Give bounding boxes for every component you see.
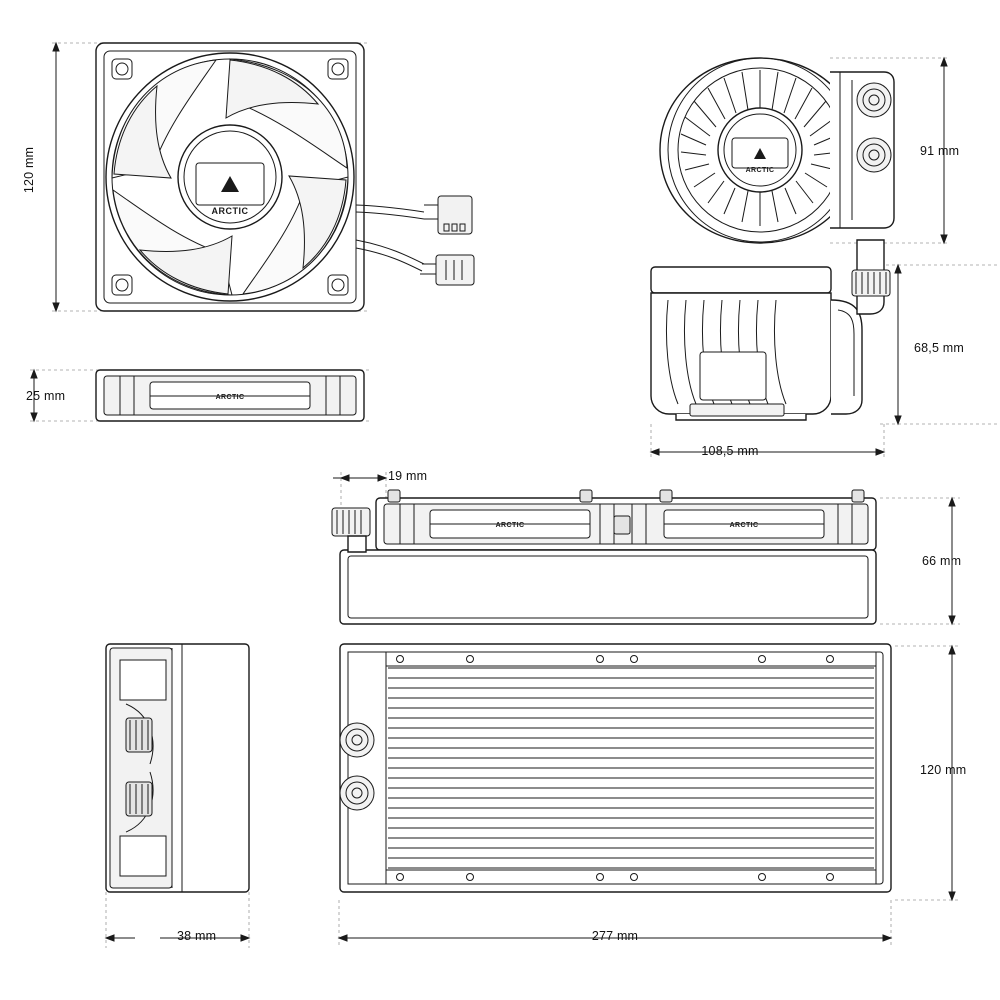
dimension-label-radiator-assembly-height: 66 mm <box>922 554 962 568</box>
view-radiator-front <box>340 644 891 892</box>
radiator-fan1-logo: ARCTIC <box>495 522 525 529</box>
fan-side-logo: ARCTIC <box>215 394 245 401</box>
pump-top-logo: ARCTIC <box>745 167 775 174</box>
dimension-label-radiator-length: 277 mm <box>591 929 639 943</box>
view-pump-front <box>651 240 890 420</box>
dimension-label-radiator-thickness: 38 mm <box>177 929 217 943</box>
view-radiator-side <box>106 644 249 892</box>
dimension-label-pump-height: 68,5 mm <box>914 341 965 355</box>
dimension-label-pump-depth: 108,5 mm <box>701 444 759 458</box>
view-radiator-top <box>332 490 876 624</box>
dimension-label-fan-height: 120 mm <box>22 146 36 194</box>
view-fan-front <box>96 43 474 311</box>
fan-front-logo: ARCTIC <box>211 206 249 216</box>
dimension-label-radiator-height: 120 mm <box>920 763 967 777</box>
radiator-fan2-logo: ARCTIC <box>729 522 759 529</box>
dimension-label-fan-thickness: 25 mm <box>26 389 66 403</box>
view-pump-top <box>660 58 894 243</box>
dimension-label-fitting-offset: 19 mm <box>388 469 428 483</box>
dimension-label-pump-width: 91 mm <box>920 144 960 158</box>
